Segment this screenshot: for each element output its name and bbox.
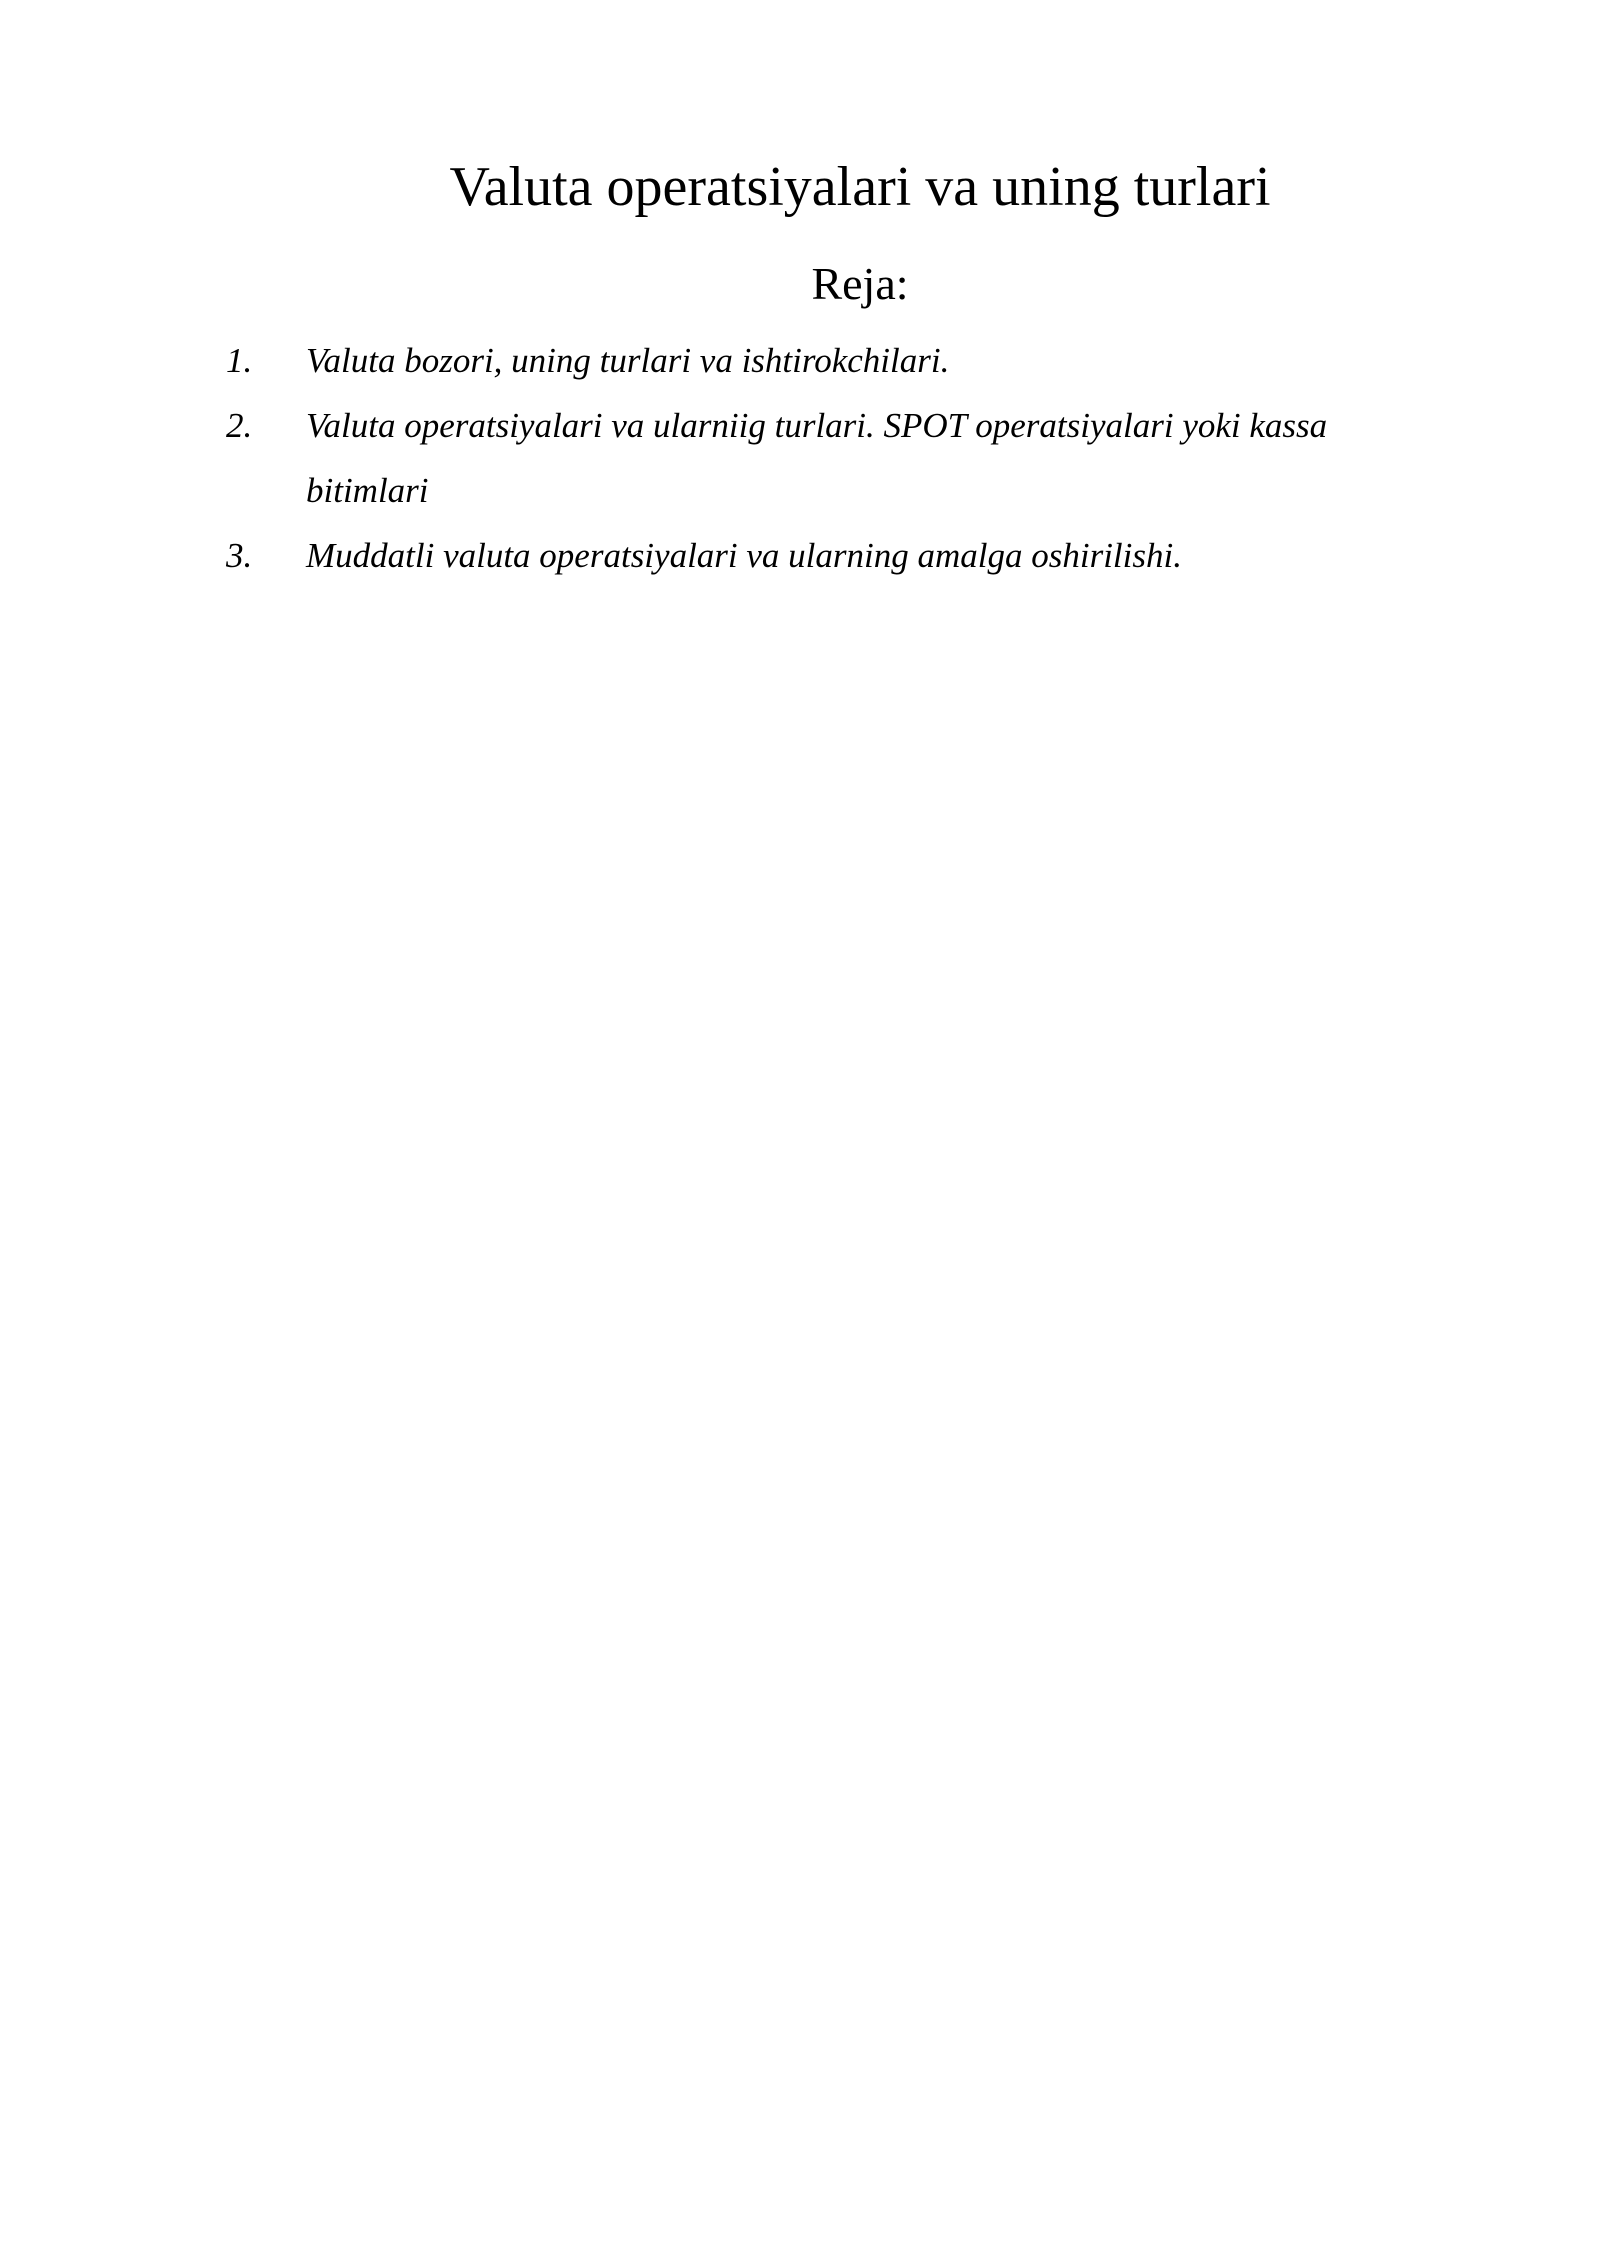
plan-item-text: Valuta bozori, uning turlari va ishtirokchilari. <box>306 341 950 380</box>
plan-item-3 <box>226 523 1406 588</box>
document-title: Valuta operatsiyalari va uning turlari <box>449 156 1271 218</box>
plan-item-number: 3. <box>226 536 253 575</box>
plan-item-1 <box>226 328 1406 393</box>
plan-item-number: 1. <box>226 341 253 380</box>
plan-heading: Reja: <box>811 258 909 309</box>
plan-item-number: 2. <box>226 406 253 445</box>
plan-item-text: Muddatli valuta operatsiyalari va ularning amalga oshirilishi. <box>306 536 1182 575</box>
plan-item-text: Valuta operatsiyalari va ularniig turlari. SPOT operatsiyalari yoki kassa bitimlari <box>306 406 1328 510</box>
plan-item-2 <box>226 393 1406 523</box>
plan-list <box>226 328 1406 588</box>
